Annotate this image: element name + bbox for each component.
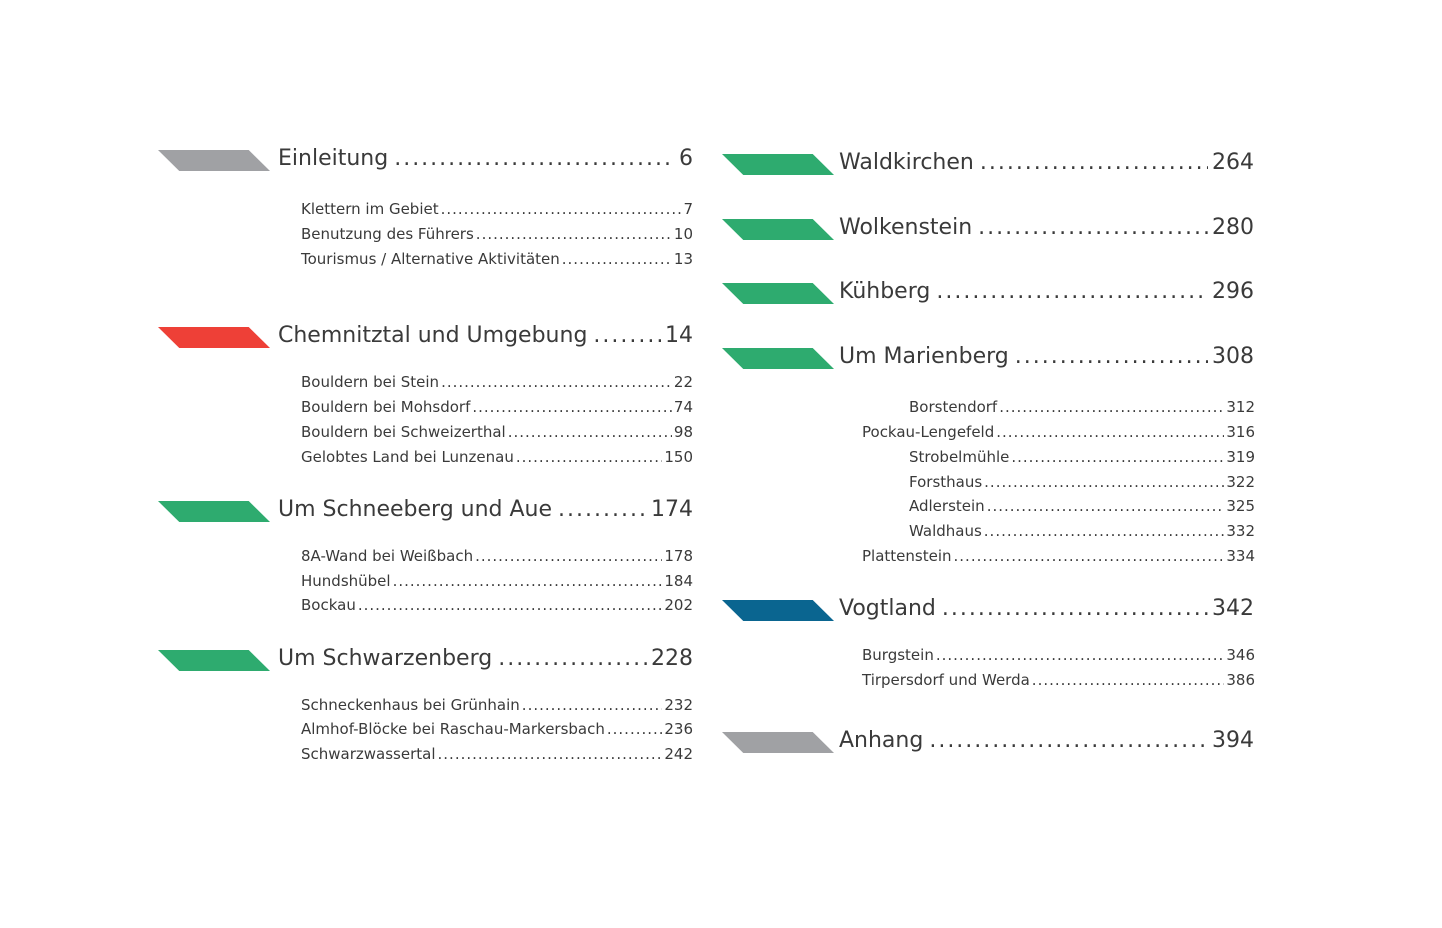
section-color-tab [158,327,270,348]
entry-title: Tirpersdorf und Werda [862,671,1030,689]
entry-title: Bouldern bei Stein [301,373,440,391]
entry-title: Klettern im Gebiet [301,200,439,218]
section-color-tab [722,219,834,240]
entry-title: Forsthaus [909,473,983,491]
entry-page: 22 [673,373,693,391]
leader-dots [508,423,672,441]
section-page: 308 [1212,344,1254,369]
leader-dots [498,646,647,671]
entry-page: 319 [1226,448,1255,466]
section-heading[interactable] [278,497,693,527]
leader-dots [987,497,1225,515]
section-heading[interactable] [839,596,1254,626]
entry-title: Adlerstein [909,497,985,515]
section-color-tab [722,154,834,175]
toc-entry[interactable] [301,373,693,395]
section-page: 296 [1212,279,1254,304]
section-page: 228 [651,646,693,671]
entry-title: Almhof-Blöcke bei Raschau-Markersbach [301,720,605,738]
toc-entry[interactable] [301,225,693,247]
section-heading[interactable] [278,323,693,353]
entry-title: Pockau-Lengefeld [862,423,995,441]
leader-dots [936,279,1208,304]
leader-dots [358,596,663,614]
leader-dots [607,720,662,738]
entry-title: Plattenstein [862,547,952,565]
entry-title: Strobelmühle [909,448,1010,466]
section-heading[interactable] [839,344,1254,374]
leader-dots [438,745,663,763]
toc-entry[interactable] [301,448,693,470]
entry-page: 184 [664,572,693,590]
entry-page: 346 [1226,646,1255,664]
toc-entry[interactable] [301,720,693,742]
leader-dots [522,696,663,714]
toc-entry[interactable] [909,497,1255,519]
leader-dots [516,448,663,466]
section-title: Waldkirchen [839,150,974,175]
section-page: 174 [651,497,693,522]
leader-dots [441,200,682,218]
section-color-tab [158,650,270,671]
entry-page: 242 [664,745,693,763]
entry-title: Burgstein [862,646,934,664]
entry-title: Schneckenhaus bei Grünhain [301,696,520,714]
entry-page: 98 [673,423,693,441]
toc-entry[interactable] [301,250,693,272]
entry-page: 13 [673,250,693,268]
entry-title: Benutzung des Führers [301,225,474,243]
section-color-tab [158,150,270,171]
section-color-tab [722,283,834,304]
section-page: 280 [1212,215,1254,240]
leader-dots [929,728,1208,753]
toc-entry[interactable] [301,398,693,420]
section-title: Um Marienberg [839,344,1009,369]
entry-title: Gelobtes Land bei Lunzenau [301,448,514,466]
section-heading[interactable] [278,146,693,176]
entry-page: 334 [1226,547,1255,565]
leader-dots [558,497,647,522]
entry-page: 236 [664,720,693,738]
leader-dots [475,547,662,565]
section-page: 264 [1212,150,1254,175]
entry-page: 10 [673,225,693,243]
leader-dots [393,572,663,590]
toc-entry[interactable] [909,473,1255,495]
section-color-tab [722,732,834,753]
leader-dots [978,215,1208,240]
leader-dots [980,150,1208,175]
entry-page: 325 [1226,497,1255,515]
leader-dots [984,473,1224,491]
toc-entry[interactable] [301,547,693,569]
toc-entry[interactable] [862,423,1255,445]
entry-page: 322 [1226,473,1255,491]
leader-dots [996,423,1224,441]
section-heading[interactable] [278,646,693,676]
leader-dots [562,250,672,268]
entry-page: 386 [1226,671,1255,689]
section-heading[interactable] [839,150,1254,180]
toc-entry[interactable] [909,398,1255,420]
entry-page: 316 [1226,423,1255,441]
leader-dots [936,646,1225,664]
section-heading[interactable] [839,279,1254,309]
section-title: Wolkenstein [839,215,973,240]
section-color-tab [722,600,834,621]
entry-title: Tourismus / Alternative Aktivitäten [301,250,560,268]
toc-entry[interactable] [301,696,693,718]
leader-dots [593,323,661,348]
section-title: Um Schneeberg und Aue [278,497,553,522]
entry-page: 202 [664,596,693,614]
section-title: Anhang [839,728,924,753]
section-color-tab [722,348,834,369]
section-heading[interactable] [839,215,1254,245]
toc-entry[interactable] [909,522,1255,544]
leader-dots [942,596,1208,621]
toc-entry[interactable] [909,448,1255,470]
section-title: Vogtland [839,596,936,621]
toc-entry[interactable] [862,646,1255,668]
section-page: 342 [1212,596,1254,621]
section-page: 6 [679,146,693,171]
leader-dots [1015,344,1208,369]
entry-title: Borstendorf [909,398,998,416]
entry-page: 312 [1226,398,1255,416]
entry-title: Hundshübel [301,572,391,590]
toc-entry[interactable] [862,671,1255,693]
leader-dots [394,146,675,171]
section-color-tab [158,501,270,522]
toc-entry[interactable] [301,200,693,222]
leader-dots [1011,448,1224,466]
section-title: Kühberg [839,279,931,304]
leader-dots [441,373,672,391]
section-title: Einleitung [278,146,389,171]
toc-entry[interactable] [862,547,1255,569]
leader-dots [984,522,1225,540]
toc-entry[interactable] [301,572,693,594]
toc-entry[interactable] [301,423,693,445]
entry-page: 150 [664,448,693,466]
leader-dots [999,398,1224,416]
entry-page: 332 [1226,522,1255,540]
entry-title: Bockau [301,596,356,614]
toc-entry[interactable] [301,596,693,618]
entry-page: 178 [664,547,693,565]
section-page: 14 [665,323,693,348]
leader-dots [1032,671,1225,689]
entry-page: 232 [664,696,693,714]
leader-dots [954,547,1225,565]
entry-page: 74 [673,398,693,416]
section-title: Um Schwarzenberg [278,646,493,671]
entry-page: 7 [683,200,693,218]
entry-title: Bouldern bei Schweizerthal [301,423,506,441]
entry-title: Schwarzwassertal [301,745,436,763]
leader-dots [472,398,672,416]
section-heading[interactable] [839,728,1254,758]
entry-title: 8A-Wand bei Weißbach [301,547,474,565]
toc-entry[interactable] [301,745,693,767]
section-page: 394 [1212,728,1254,753]
entry-title: Bouldern bei Mohsdorf [301,398,471,416]
section-title: Chemnitztal und Umgebung [278,323,588,348]
leader-dots [476,225,672,243]
entry-title: Waldhaus [909,522,982,540]
